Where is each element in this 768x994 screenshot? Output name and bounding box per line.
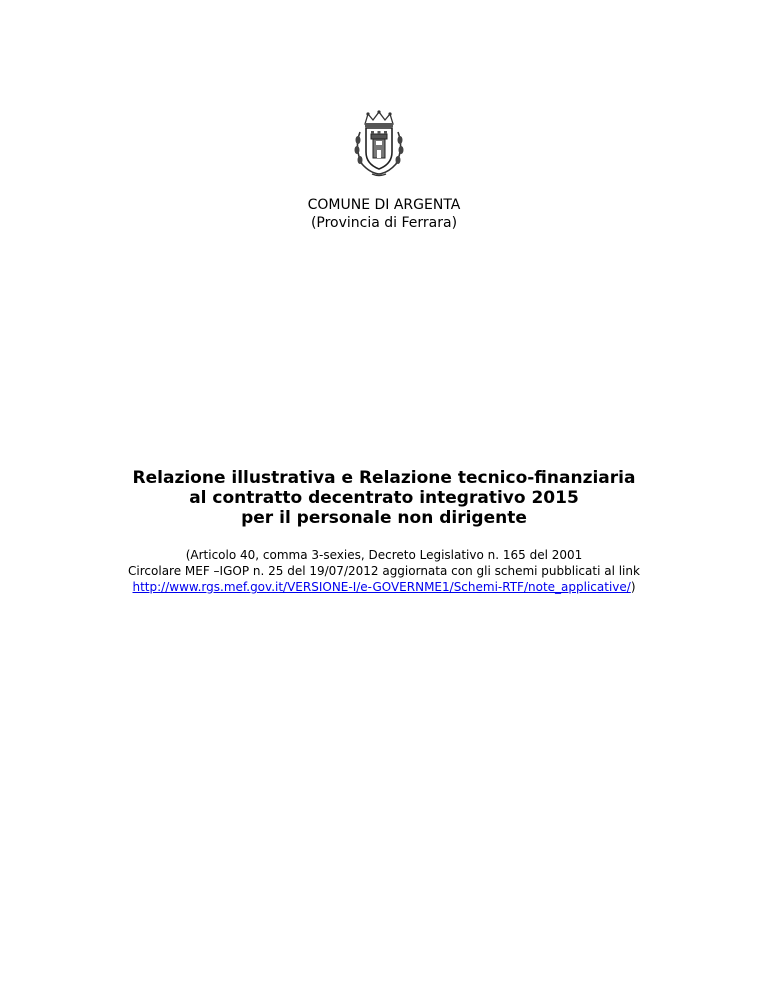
title-line-3: per il personale non dirigente — [241, 508, 527, 528]
reference-link-line — [0, 579, 768, 595]
issuer-block — [0, 196, 768, 232]
reference-line-2: Circolare MEF –IGOP n. 25 del 19/07/2012 aggiornata con gli schemi pubblicati al link — [128, 564, 640, 578]
municipality-name: COMUNE DI ARGENTA — [307, 197, 461, 213]
title-line-1: Relazione illustrativa e Relazione tecnico-finanziaria — [132, 468, 636, 488]
municipal-crest-icon — [348, 110, 410, 178]
title-line-2: al contratto decentrato integrativo 2015 — [189, 488, 579, 508]
document-title — [0, 468, 768, 528]
legal-references — [0, 547, 768, 595]
reference-line-1: (Articolo 40, comma 3-sexies, Decreto Legislativo n. 165 del 2001 — [185, 548, 583, 562]
rgs-link[interactable]: http://www.rgs.mef.gov.it/VERSIONE-I/e-GOVERNME1/Schemi-RTF/note_applicative/ — [132, 580, 631, 594]
province-name: (Provincia di Ferrara) — [310, 215, 458, 231]
closing-parenthesis: ) — [630, 580, 636, 594]
